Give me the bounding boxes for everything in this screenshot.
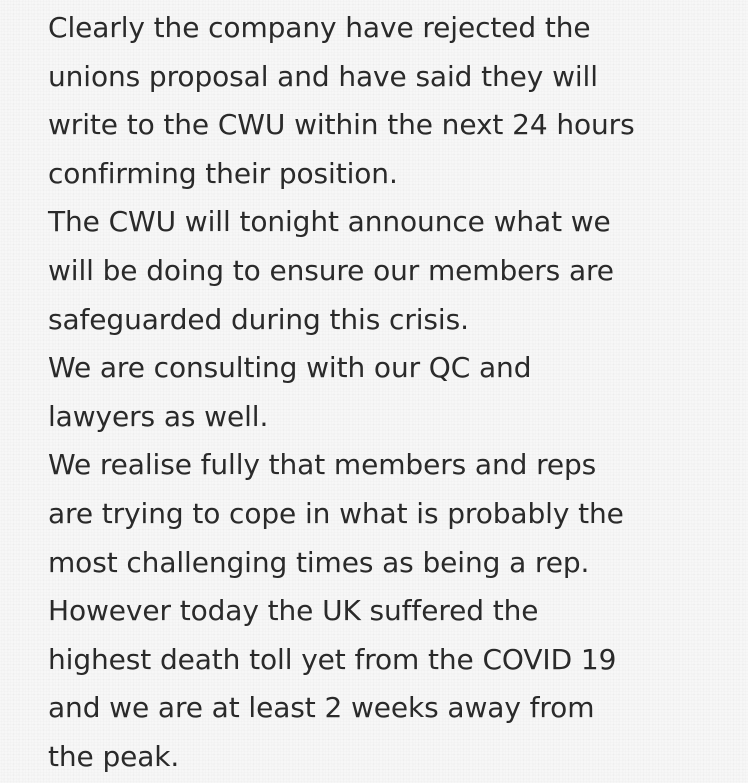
note-line: are trying to cope in what is probably the	[48, 496, 624, 530]
note-line: highest death toll yet from the COVID 19	[48, 642, 617, 676]
note-line: We realise fully that members and reps	[48, 448, 597, 482]
note-line: most challenging times as being a rep.	[48, 545, 590, 579]
note-line: the peak.	[48, 739, 180, 773]
note-line: However today the UK suffered the	[48, 594, 539, 628]
note-line: unions proposal and have said they will	[48, 59, 598, 93]
note-line: Clearly the company have rejected the	[48, 11, 591, 44]
note-line: write to the CWU within the next 24 hours	[48, 108, 635, 142]
note-line: will be doing to ensure our members are	[48, 253, 614, 287]
note-line: The CWU will tonight announce what we	[48, 205, 611, 239]
note-line: and we are at least 2 weeks away from	[48, 691, 595, 725]
note-line: safeguarded during this crisis.	[48, 302, 469, 336]
note-line: lawyers as well.	[48, 399, 269, 433]
note-text	[48, 4, 738, 782]
note-line: confirming their position.	[48, 156, 398, 190]
note-line: We are consulting with our QC and	[48, 351, 532, 385]
